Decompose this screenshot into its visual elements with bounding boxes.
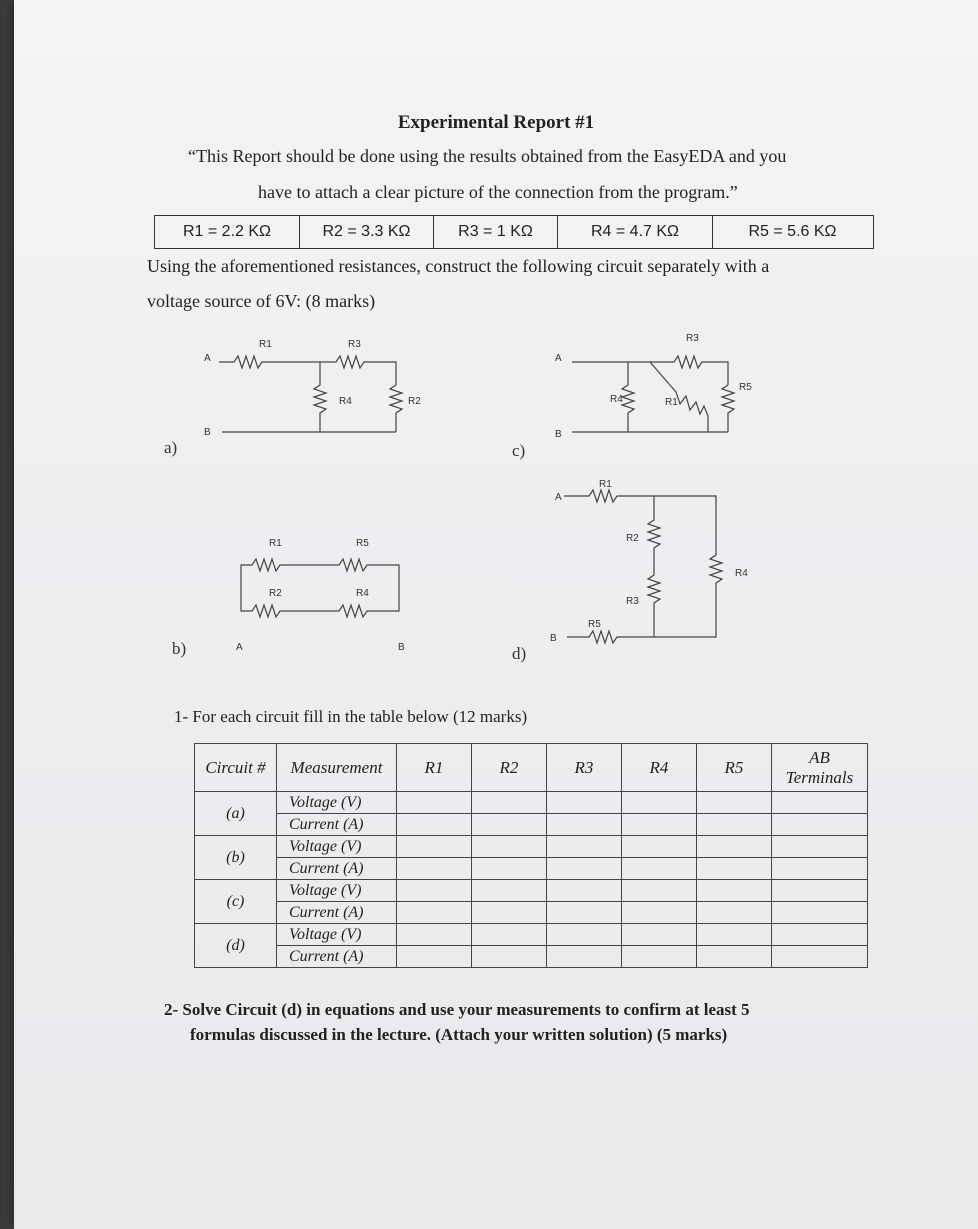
resistor-label: R4 <box>339 396 352 407</box>
wire-top <box>572 356 728 385</box>
circuit-cell: (b) <box>195 836 277 880</box>
col-header: AB Terminals <box>772 744 868 792</box>
resistor-label: R2 <box>269 588 282 599</box>
resistor-label: R1 <box>599 479 612 490</box>
resistor-label: R1 <box>269 538 282 549</box>
col-header: R2 <box>472 744 547 792</box>
col-header: R3 <box>547 744 622 792</box>
resistance-r2: R2 = 3.3 KΩ <box>300 216 434 248</box>
resistor-label: R5 <box>739 382 752 393</box>
resistor-label: R3 <box>626 596 639 607</box>
wire-path <box>219 356 396 385</box>
circuit-diagrams <box>14 0 978 700</box>
resistance-r3: R3 = 1 KΩ <box>434 216 558 248</box>
node-label: A <box>236 642 243 653</box>
table-row <box>195 902 868 924</box>
branch-bottom <box>241 603 399 617</box>
question-2-line-1: 2- Solve Circuit (d) in equations and use your measurements to confirm at least 5 <box>164 1000 750 1019</box>
table-row <box>195 880 868 902</box>
circuit-label-d: d) <box>512 644 527 663</box>
resistor-label: R3 <box>348 339 361 350</box>
col-header: R1 <box>397 744 472 792</box>
node-label: B <box>555 429 562 440</box>
table-row <box>195 946 868 968</box>
circuit-b <box>172 538 405 658</box>
quote-line-2: have to attach a clear picture of the connection from the program.” <box>258 182 738 202</box>
table-row <box>195 836 868 858</box>
paper-sheet <box>14 0 978 1229</box>
resistor-label: R3 <box>686 333 699 344</box>
node-label: A <box>204 353 211 364</box>
resistor-r5-symbol <box>722 385 734 432</box>
circuit-cell: (a) <box>195 792 277 836</box>
node-label: B <box>398 642 405 653</box>
instruction-line-2: voltage source of 6V: (8 marks) <box>147 291 376 311</box>
branch-r2-r3 <box>648 496 660 637</box>
resistor-label: R5 <box>356 538 369 549</box>
node-label: A <box>555 492 562 503</box>
measurement-cell: Current (A) <box>277 902 397 924</box>
measurement-cell: Current (A) <box>277 814 397 836</box>
measurement-cell: Current (A) <box>277 858 397 880</box>
measurement-cell: Current (A) <box>277 946 397 968</box>
circuit-cell: (c) <box>195 880 277 924</box>
table-row <box>195 792 868 814</box>
node-label: B <box>550 633 557 644</box>
resistor-label: R2 <box>408 396 421 407</box>
circuit-cell: (d) <box>195 924 277 968</box>
measurement-table <box>194 743 868 968</box>
resistor-r4-symbol <box>314 362 326 432</box>
quote-line-1: “This Report should be done using the results obtained from the EasyEDA and you <box>188 146 787 166</box>
measurement-cell: Voltage (V) <box>277 792 397 814</box>
question-1: 1- For each circuit fill in the table below (12 marks) <box>174 707 528 726</box>
circuit-c <box>512 333 752 460</box>
resistor-r4-symbol <box>622 362 634 432</box>
table-row <box>195 814 868 836</box>
branch-top <box>241 559 399 573</box>
resistor-label: R4 <box>735 568 748 579</box>
resistor-label: R1 <box>665 397 678 408</box>
col-header: Measurement <box>277 744 397 792</box>
col-header: R5 <box>697 744 772 792</box>
node-label: B <box>204 427 211 438</box>
col-header: Circuit # <box>195 744 277 792</box>
resistor-r1-symbol <box>650 362 708 416</box>
col-header: R4 <box>622 744 697 792</box>
table-row <box>195 858 868 880</box>
resistance-r1: R1 = 2.2 KΩ <box>155 216 300 248</box>
resistance-r5: R5 = 5.6 KΩ <box>748 223 837 240</box>
resistance-r4: R4 = 4.7 KΩ <box>558 216 713 248</box>
resistor-label: R4 <box>610 394 623 405</box>
resistor-r2-symbol <box>390 385 402 432</box>
node-label: A <box>555 353 562 364</box>
resistor-label: R1 <box>259 339 272 350</box>
circuit-label-a: a) <box>164 438 178 457</box>
page-title: Experimental Report #1 <box>397 112 595 133</box>
circuit-label-c: c) <box>512 441 526 460</box>
circuit-a <box>164 339 421 457</box>
resistor-label: R2 <box>626 533 639 544</box>
measurement-cell: Voltage (V) <box>277 880 397 902</box>
measurement-cell: Voltage (V) <box>277 924 397 946</box>
instruction-line-1: Using the aforementioned resistances, construct the following circuit separately with a <box>147 256 770 276</box>
resistor-label: R5 <box>588 619 601 630</box>
resistor-label: R4 <box>356 588 369 599</box>
table-row <box>195 924 868 946</box>
circuit-d <box>512 479 748 663</box>
measurement-cell: Voltage (V) <box>277 836 397 858</box>
question-2-line-2: formulas discussed in the lecture. (Attach your written solution) (5 marks) <box>190 1025 728 1044</box>
circuit-label-b: b) <box>172 639 187 658</box>
